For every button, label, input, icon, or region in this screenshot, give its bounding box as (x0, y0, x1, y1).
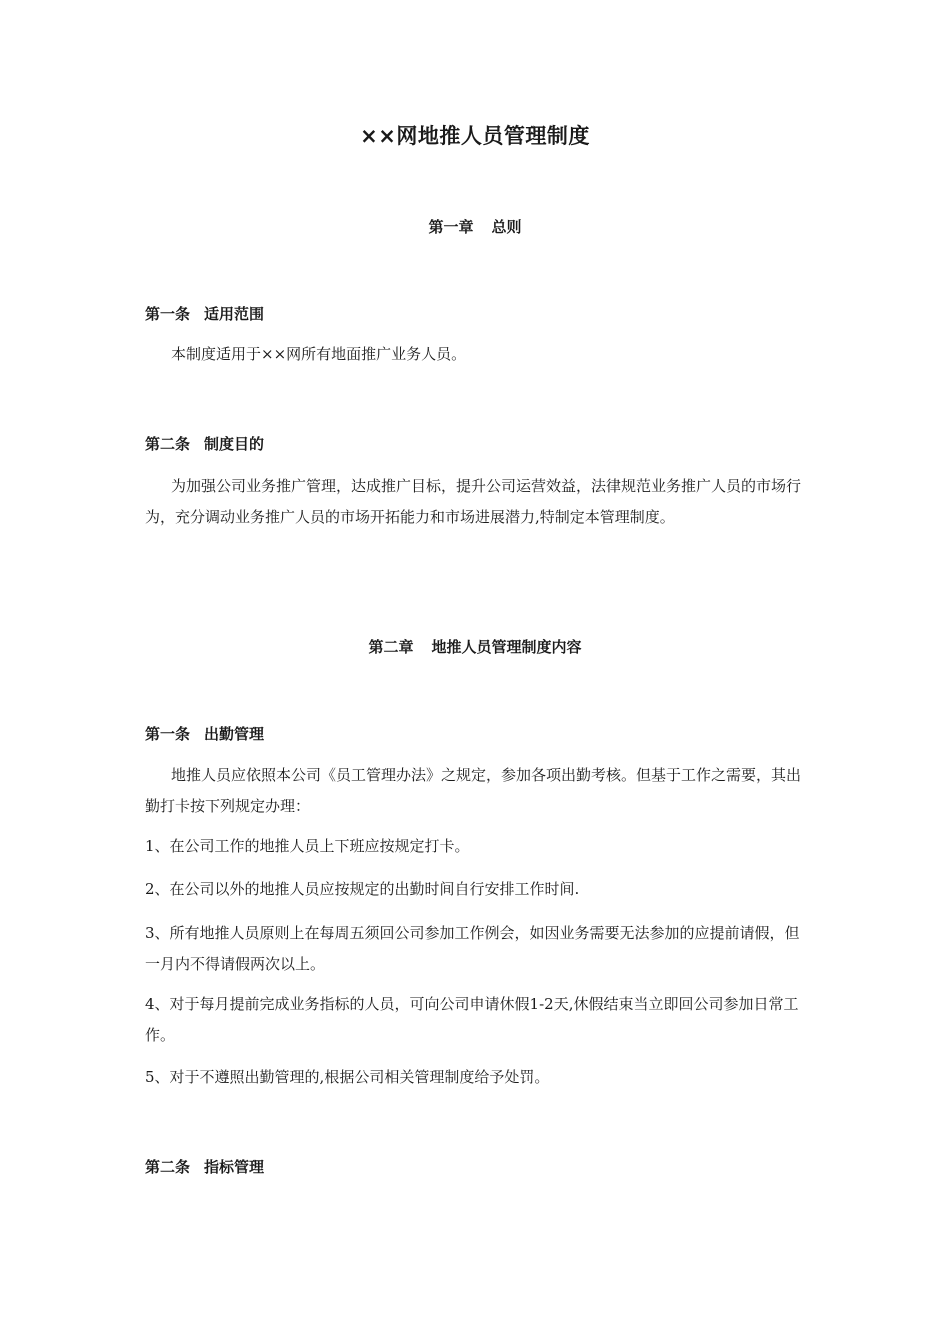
article-heading (145, 303, 264, 324)
chapter-1-label: 第一章 (428, 218, 474, 236)
article-label: 第二条 (145, 435, 191, 453)
article-heading (145, 723, 264, 744)
article-text: 为加强公司业务推广管理，达成推广目标，提升公司运营效益，法律规范业务推广人员的市场行为，充分调动业务推广人员的市场开拓能力和市场进展潜力,特制定本管理制度。 (145, 477, 802, 526)
chapter-2-name: 地推人员管理制度内容 (431, 638, 582, 656)
chapter-2-label: 第二章 (368, 638, 414, 656)
document-title: ××网地推人员管理制度 (360, 124, 590, 148)
article-text: 本制度适用于××网所有地面推广业务人员。 (171, 345, 467, 363)
article-name: 适用范围 (204, 305, 265, 323)
list-item: 1、在公司工作的地推人员上下班应按规定打卡。 (145, 837, 470, 855)
list-item: 4、对于每月提前完成业务指标的人员，可向公司申请休假1-2天,休假结束当立即回公司参加日常工作。 (145, 995, 799, 1044)
chapter-1-name: 总则 (491, 218, 522, 236)
article-name: 出勤管理 (204, 725, 265, 743)
article-label: 第一条 (145, 725, 191, 743)
article-name: 制度目的 (204, 435, 265, 453)
article-heading (145, 433, 264, 454)
article-label: 第二条 (145, 1158, 191, 1176)
list-item: 2、在公司以外的地推人员应按规定的出勤时间自行安排工作时间. (145, 880, 580, 898)
chapter-1-heading (0, 216, 950, 237)
list-item: 5、对于不遵照出勤管理的,根据公司相关管理制度给予处罚。 (145, 1068, 550, 1086)
article-heading (145, 1156, 264, 1177)
chapter-2-heading (0, 636, 950, 657)
list-item: 3、所有地推人员原则上在每周五须回公司参加工作例会，如因业务需要无法参加的应提前请假，但一月内不得请假两次以上。 (145, 924, 800, 973)
article-label: 第一条 (145, 305, 191, 323)
article-name: 指标管理 (204, 1158, 265, 1176)
article-intro: 地推人员应依照本公司《员工管理办法》之规定，参加各项出勤考核。但基于工作之需要，其出勤打卡按下列规定办理： (145, 766, 802, 815)
